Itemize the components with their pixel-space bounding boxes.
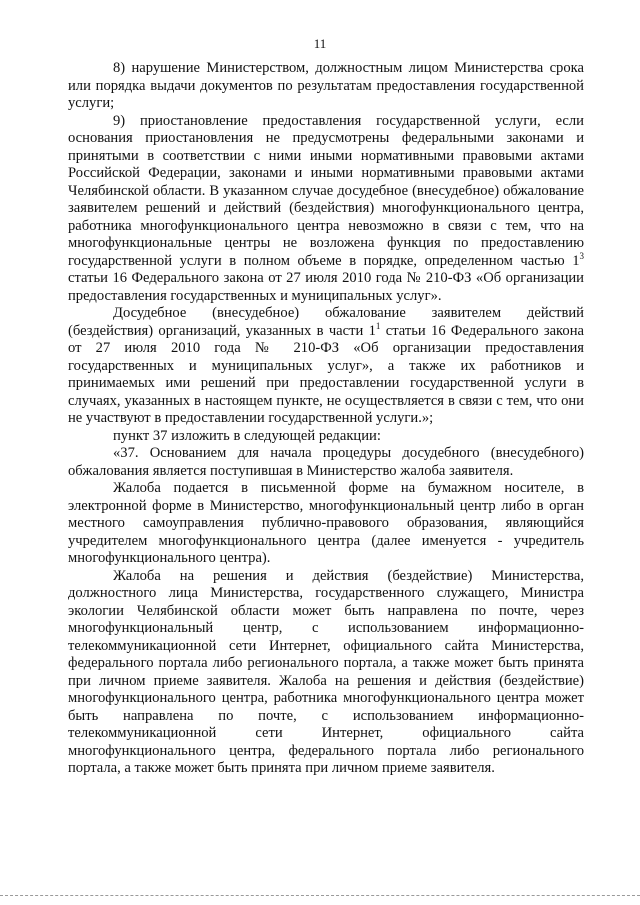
paragraph-text: 8) нарушение Министерством, должностным лицом Министерства срока или порядка выдачи документов по результатам предоставления государственной услуги; bbox=[68, 60, 584, 111]
page-number: 11 bbox=[313, 36, 327, 51]
paragraph-text-continued: статьи 16 Федерального закона от 27 июля 2010 года № 210-ФЗ «Об организации предоставления государственных и муниципальных услуг», а также их работников и принимаемых ими решений при предоставлении государственной услуги в случаях, указанных в настоящем пункте, не осуществляется в связи с тем, что они не участвуют в предоставлении государственной услуги.»; bbox=[68, 322, 584, 426]
paragraph-text: 9) приостановление предоставления государственной услуги, если основания приостановления не предусмотрены федеральными законами и принятыми в соответствии с ними иными нормативными правовыми актами Российской Федерации, законами и иными нормативными правовыми актами Челябинской области. В указанном случае досудебное (внесудебное) обжалование заявителем решений и действий (бездействия) многофункционального центра, работника многофункционального центра невозможно в связи с тем, что на многофункциональные центры не возложена функция по предоставлению государственной услуги в полном объеме в порядке, определенном частью 1 bbox=[68, 112, 584, 269]
footer-divider bbox=[0, 895, 640, 896]
paragraph-point-37-intro bbox=[68, 428, 584, 446]
superscript: 1 bbox=[375, 320, 381, 331]
paragraph-complaint-channels bbox=[68, 568, 584, 778]
paragraph-item-8 bbox=[68, 60, 584, 113]
paragraph-text: Жалоба на решения и действия (бездействие) Министерства, должностного лица Министерства, государственного служащего, Министра экологии Челябинской области может быть направлена по почте, через многофункциональный центр, с использованием информационно-телекоммуникационной сети Интернет, официального сайта Министерства, федерального портала либо регионального портала, а также может быть принята при личном приеме заявителя. Жалоба на решения и действия (бездействие) многофункционального центра, работника многофункционального центра может быть направлена по почте, с использованием информационно-телекоммуникационной сети Интернет, официального сайта многофункционального центра, федерального портала либо регионального портала, а также может быть принята при личном приеме заявителя. bbox=[68, 567, 584, 776]
superscript: 3 bbox=[579, 250, 584, 261]
paragraph-complaint-form bbox=[68, 480, 584, 568]
paragraph-appeal-organizations bbox=[68, 305, 584, 428]
paragraph-text: Досудебное (внесудебное) обжалование заявителем действий (бездействия) организаций, указанных в части 1 bbox=[68, 305, 584, 339]
document-body bbox=[68, 60, 584, 778]
paragraph-text: пункт 37 изложить в следующей редакции: bbox=[113, 427, 381, 444]
paragraph-text-continued: статьи 16 Федерального закона от 27 июля 2010 года № 210-ФЗ «Об организации предоставления государственных и муниципальных услуг». bbox=[68, 270, 584, 304]
paragraph-point-37 bbox=[68, 445, 584, 480]
paragraph-text: «37. Основанием для начала процедуры досудебного (внесудебного) обжалования является поступившая в Министерство жалоба заявителя. bbox=[68, 445, 584, 479]
paragraph-text: Жалоба подается в письменной форме на бумажном носителе, в электронной форме в Министерство, многофункциональный центр либо в орган местного самоуправления публично-правового образования, являющийся учредителем многофункционального центра (далее именуется - учредитель многофункционального центра). bbox=[68, 480, 584, 566]
paragraph-item-9 bbox=[68, 113, 584, 306]
